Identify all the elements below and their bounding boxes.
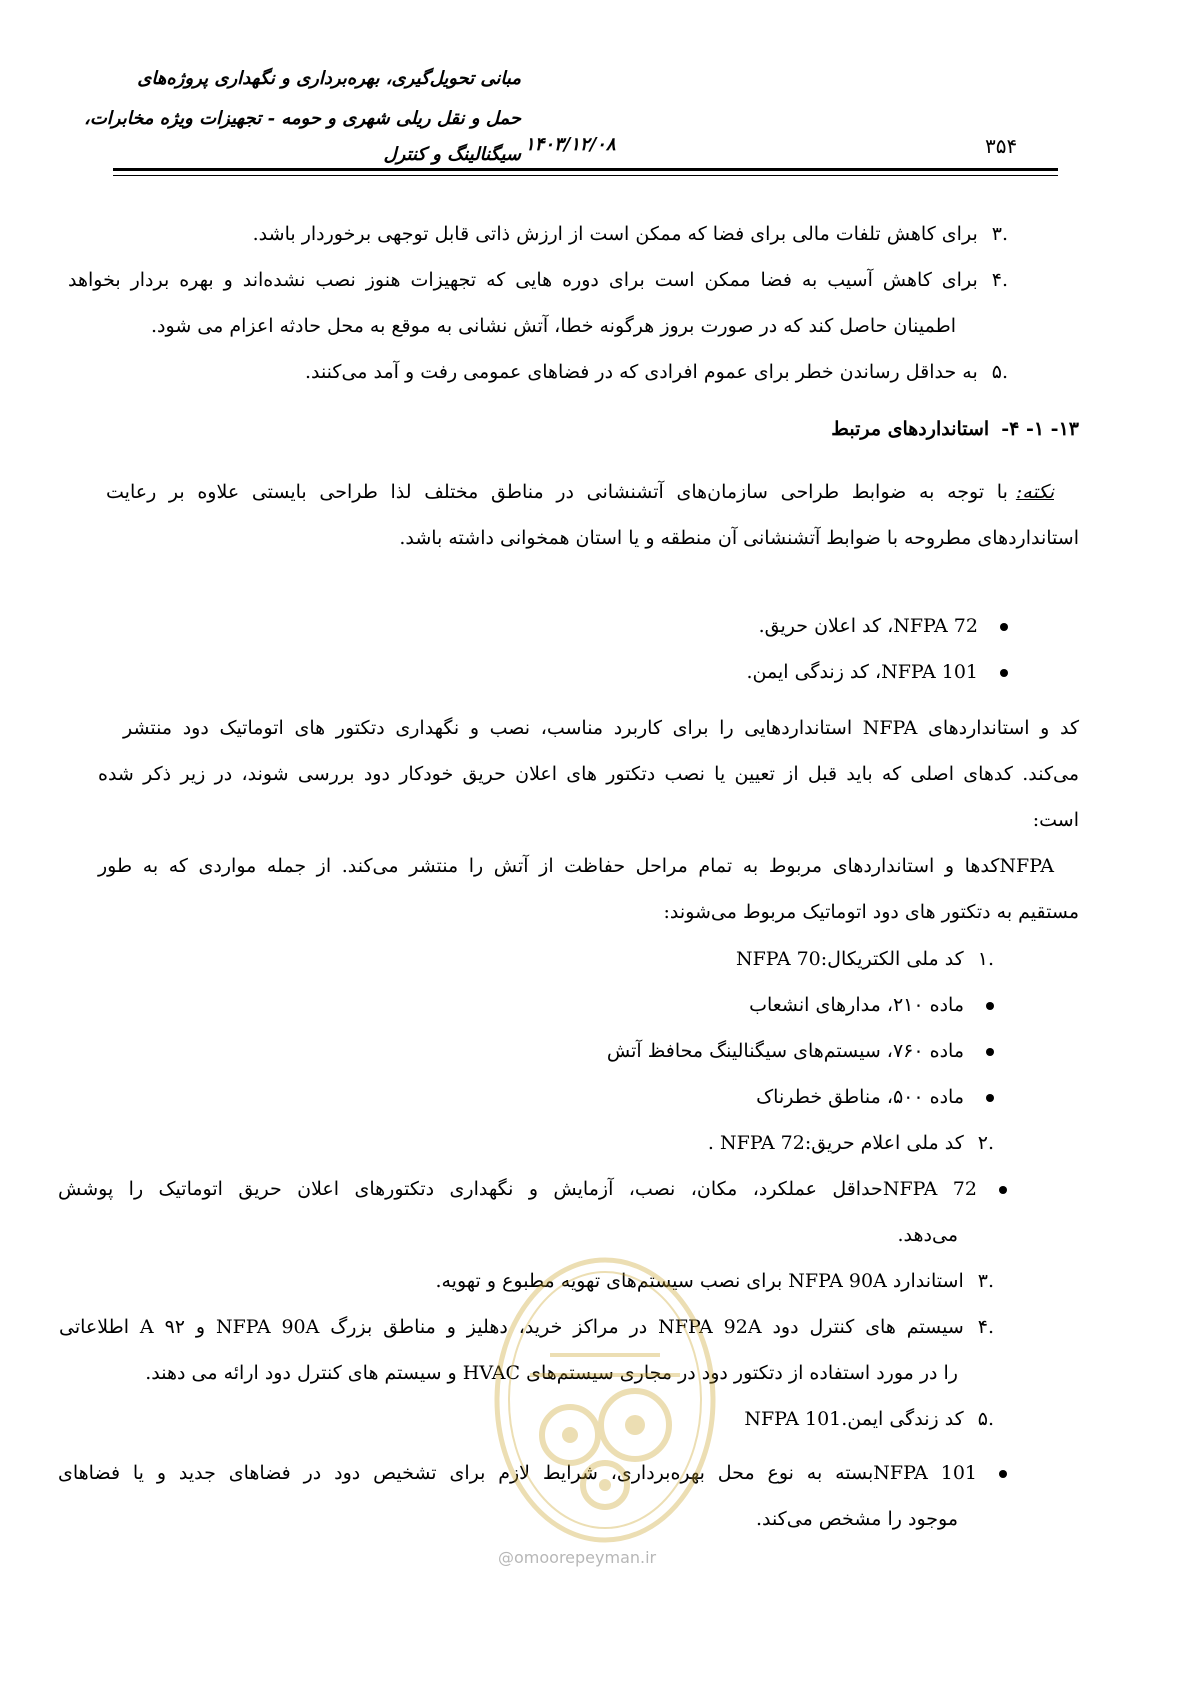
list-item-4: .۴برای کاهش آسیب به فضا ممکن است برای دوره هایی که تجهیزات هنوز نصب نشده‌اند و بهره بردار بخواهد <box>68 269 1008 291</box>
bullet-nfpa101: NFPA 101، کد زندگی ایمن. <box>746 659 1008 685</box>
para1-line3: است: <box>1032 809 1079 831</box>
para2-line2: مستقیم به دتکتور های دود اتوماتیک مربوط می‌شوند: <box>663 901 1079 923</box>
header-rule-thin <box>113 175 1058 176</box>
watermark-site: @omoorepeyman.ir <box>498 1548 657 1567</box>
para1-line1: کد و استانداردهای NFPA استانداردهایی را برای کاربرد مناسب، نصب و نگهداری دتکتور های اتوماتیک دود منتشر <box>123 717 1079 739</box>
section-heading: ۱۳- ۱- ۴-استانداردهای مرتبط <box>831 418 1079 440</box>
list2-item3: .۳استاندارد NFPA 90A برای نصب سیستم‌های تهویه مطبوع و تهویه. <box>435 1270 994 1292</box>
bullet-dot <box>1000 623 1008 631</box>
bullet-dot <box>986 1048 994 1056</box>
gear-emblem-icon <box>490 1255 720 1545</box>
bullet-dot <box>1000 669 1008 677</box>
list2-item5-bullet-line2: موجود را مشخص می‌کند. <box>755 1508 958 1530</box>
watermark-logo <box>490 1255 720 1545</box>
list2-item2: .۲کد ملی اعلام حریق:NFPA 72 . <box>707 1132 994 1154</box>
list2-item5: .۵کد زندگی ایمن.NFPA 101 <box>744 1408 994 1430</box>
para1-line2: می‌کند. کدهای اصلی که باید قبل از تعیین یا نصب دتکتور های اعلان حریق خودکار دود بررسی شوند، در زیر ذکر شده <box>98 763 1079 785</box>
bullet-dot <box>999 1186 1007 1194</box>
bullet-nfpa72: NFPA 72، کد اعلان حریق. <box>759 613 1008 639</box>
list2-item4-cont: را در مورد استفاده از دتکتور دود در مجاری سیستم‌های HVAC و سیستم های کنترل دود ارائه می دهند. <box>145 1362 958 1384</box>
bullet-dot <box>986 1094 994 1102</box>
note-line2: استانداردهای مطروحه با ضوابط آتشنشانی آن منطقه و یا استان همخوانی داشته باشد. <box>399 527 1079 549</box>
list2-item1: .۱کد ملی الکتریکال:NFPA 70 <box>735 948 994 970</box>
header-rule-thick <box>113 168 1058 171</box>
list2-item4: .۴سیستم های کنترل دود NFPA 92A در مراکز خرید، دهلیز و مناطق بزرگ NFPA 90A و ۹۲ A اطلاعاتی <box>59 1316 995 1338</box>
list-item-5: .۵به حداقل رساندن خطر برای عموم افرادی که در فضاهای عمومی رفت و آمد می‌کنند. <box>304 361 1008 383</box>
list-item-3: .۳برای کاهش تلفات مالی برای فضا که ممکن است از ارزش ذاتی قابل توجهی برخوردار باشد. <box>252 223 1008 245</box>
bullet-dot <box>986 1002 994 1010</box>
list2-item1-bullet2: ماده ۷۶۰، سیستم‌های سیگنالینگ محافظ آتش <box>607 1038 994 1064</box>
list2-item2-bullet-line2: می‌دهد. <box>897 1224 958 1246</box>
list2-item1-bullet3: ماده ۵۰۰، مناطق خطرناک <box>756 1084 994 1110</box>
page-date: ۱۴۰۳/۱۲/۰۸ <box>525 134 616 155</box>
note-line1: نکته:با توجه به ضوابط طراحی سازمان‌های آتشنشانی در مناطق مختلف لذا طراحی بایستی علاوه بر رعایت <box>106 481 1054 503</box>
list-item-4-cont: اطمینان حاصل کند که در صورت بروز هرگونه خطا، آتش نشانی به موقع به محل حادثه اعزام می شود. <box>151 315 956 337</box>
bullet-dot <box>999 1470 1007 1478</box>
page-number: ۳۵۴ <box>985 134 1018 158</box>
para2-line1: NFPAکدها و استانداردهای مربوط به تمام مراحل حفاظت از آتش را منتشر می‌کند. از جمله مواردی که به طور <box>98 855 1054 877</box>
list2-item5-bullet-line1: NFPA 101بسته به نوع محل بهره‌برداری، شرایط لازم برای تشخیص دود در فضاهای جدید و یا فضاهای <box>58 1460 1007 1486</box>
list2-item2-bullet-line1: NFPA 72حداقل عملکرد، مکان، نصب، آزمایش و نگهداری دتکتورهای اعلان حریق اتوماتیک را پوشش <box>58 1176 1007 1202</box>
list2-item1-bullet1: ماده ۲۱۰، مدارهای انشعاب <box>749 992 994 1018</box>
